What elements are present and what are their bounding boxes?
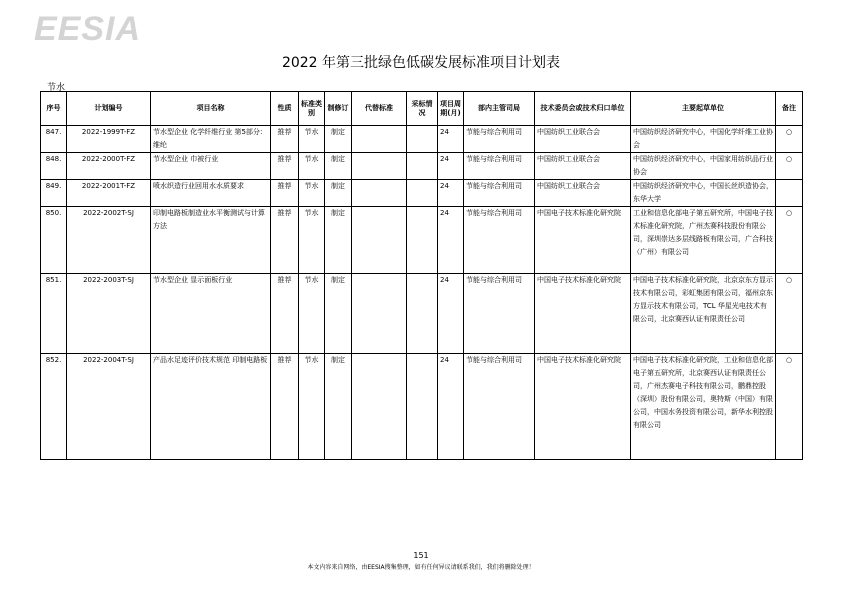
cell-replace <box>352 207 407 274</box>
cell-nature: 推荐 <box>271 207 299 274</box>
cell-adopt <box>407 207 438 274</box>
header-code: 计划编号 <box>67 92 151 126</box>
cell-remark: ○ <box>776 153 803 180</box>
cell-name: 产品水足迹评价技术规范 印制电路板 <box>151 354 271 460</box>
cell-category: 节水 <box>299 274 325 354</box>
cell-no: 851. <box>41 274 67 354</box>
cell-nature: 推荐 <box>271 126 299 153</box>
page-number: 151 <box>413 551 429 560</box>
footer-note: 本文内容来自网络，由EESIA搜集整理，如有任何异议请联系我们，我们将删除处理！ <box>307 564 535 571</box>
header-remark: 备注 <box>776 92 803 126</box>
cell-remark: ○ <box>776 274 803 354</box>
standards-plan-table <box>40 91 803 460</box>
cell-remark: ○ <box>776 126 803 153</box>
cell-replace <box>352 354 407 460</box>
cell-category: 节水 <box>299 180 325 207</box>
table-row <box>41 180 803 207</box>
cell-revise: 制定 <box>325 153 352 180</box>
cell-name: 节水型企业 巾被行业 <box>151 153 271 180</box>
cell-committee: 中国电子技术标准化研究院 <box>535 207 631 274</box>
cell-name: 节水型企业 化学纤维行业 第5部分：维纶 <box>151 126 271 153</box>
cell-name: 印制电路板制造业水平衡测试与计算方法 <box>151 207 271 274</box>
header-no: 序号 <box>41 92 67 126</box>
cell-code: 2022-2002T-SJ <box>67 207 151 274</box>
cell-cycle: 24 <box>438 207 464 274</box>
cell-no: 847. <box>41 126 67 153</box>
cell-cycle: 24 <box>438 274 464 354</box>
cell-drafters: 工业和信息化部电子第五研究所，中国电子技术标准化研究院，广州杰赛科技股份有限公司，深圳崇达多层线路板有限公司，广合科技（广州）有限公司 <box>631 207 776 274</box>
header-category: 标准类别 <box>299 92 325 126</box>
cell-cycle: 24 <box>438 153 464 180</box>
cell-adopt <box>407 153 438 180</box>
cell-no: 849. <box>41 180 67 207</box>
cell-dept: 节能与综合利用司 <box>464 180 535 207</box>
cell-committee: 中国纺织工业联合会 <box>535 126 631 153</box>
cell-dept: 节能与综合利用司 <box>464 354 535 460</box>
cell-replace <box>352 126 407 153</box>
header-dept: 部内主管司局 <box>464 92 535 126</box>
cell-category: 节水 <box>299 207 325 274</box>
header-nature: 性质 <box>271 92 299 126</box>
cell-category: 节水 <box>299 153 325 180</box>
cell-name: 喷水织造行业回用水水质要求 <box>151 180 271 207</box>
cell-remark: ○ <box>776 207 803 274</box>
header-name: 项目名称 <box>151 92 271 126</box>
cell-committee: 中国纺织工业联合会 <box>535 153 631 180</box>
cell-dept: 节能与综合利用司 <box>464 126 535 153</box>
cell-dept: 节能与综合利用司 <box>464 207 535 274</box>
cell-name: 节水型企业 显示面板行业 <box>151 274 271 354</box>
cell-revise: 制定 <box>325 126 352 153</box>
cell-replace <box>352 153 407 180</box>
header-revise: 制修订 <box>325 92 352 126</box>
table-row <box>41 274 803 354</box>
cell-code: 2022-1999T-FZ <box>67 126 151 153</box>
cell-cycle: 24 <box>438 126 464 153</box>
cell-code: 2022-2000T-FZ <box>67 153 151 180</box>
cell-category: 节水 <box>299 354 325 460</box>
cell-cycle: 24 <box>438 180 464 207</box>
cell-dept: 节能与综合利用司 <box>464 274 535 354</box>
cell-dept: 节能与综合利用司 <box>464 153 535 180</box>
page-title: 2022 年第三批绿色低碳发展标准项目计划表 <box>281 55 561 71</box>
table-row <box>41 354 803 460</box>
cell-code: 2022-2004T-SJ <box>67 354 151 460</box>
cell-nature: 推荐 <box>271 354 299 460</box>
cell-adopt <box>407 180 438 207</box>
header-committee: 技术委员会或技术归口单位 <box>535 92 631 126</box>
cell-adopt <box>407 126 438 153</box>
eesia-watermark: EESIA <box>34 10 142 48</box>
table-row <box>41 126 803 153</box>
cell-cycle: 24 <box>438 354 464 460</box>
cell-drafters: 中国纺织经济研究中心，中国长丝织造协会，东华大学 <box>631 180 776 207</box>
cell-committee: 中国纺织工业联合会 <box>535 180 631 207</box>
cell-code: 2022-2003T-SJ <box>67 274 151 354</box>
cell-adopt <box>407 274 438 354</box>
cell-drafters: 中国电子技术标准化研究院，北京京东方显示技术有限公司，彩虹集团有限公司，福州京东方显示技术有限公司，TCL 华星光电技术有限公司，北京赛西认证有限责任公司 <box>631 274 776 354</box>
cell-remark <box>776 180 803 207</box>
cell-code: 2022-2001T-FZ <box>67 180 151 207</box>
header-cycle: 项目周期(月) <box>438 92 464 126</box>
cell-revise: 制定 <box>325 354 352 460</box>
header-drafters: 主要起草单位 <box>631 92 776 126</box>
header-adopt: 采标情况 <box>407 92 438 126</box>
cell-nature: 推荐 <box>271 180 299 207</box>
cell-remark: ○ <box>776 354 803 460</box>
header-replace: 代替标准 <box>352 92 407 126</box>
table-row <box>41 153 803 180</box>
cell-no: 848. <box>41 153 67 180</box>
section-label: 节水 <box>47 83 66 93</box>
cell-replace <box>352 274 407 354</box>
cell-no: 850. <box>41 207 67 274</box>
cell-nature: 推荐 <box>271 274 299 354</box>
cell-drafters: 中国纺织经济研究中心，中国家用纺织品行业协会 <box>631 153 776 180</box>
cell-revise: 制定 <box>325 207 352 274</box>
cell-revise: 制定 <box>325 274 352 354</box>
cell-nature: 推荐 <box>271 153 299 180</box>
cell-drafters: 中国纺织经济研究中心，中国化学纤维工业协会 <box>631 126 776 153</box>
cell-adopt <box>407 354 438 460</box>
cell-revise: 制定 <box>325 180 352 207</box>
cell-committee: 中国电子技术标准化研究院 <box>535 354 631 460</box>
table-header-row <box>41 92 803 126</box>
cell-drafters: 中国电子技术标准化研究院，工业和信息化部电子第五研究所，北京赛西认证有限责任公司，广州杰赛电子科技有限公司，鹏鼎控股（深圳）股份有限公司，奥特斯（中国）有限公司，中国水务投资有限公司，新华水利控股有限公司 <box>631 354 776 460</box>
cell-no: 852. <box>41 354 67 460</box>
cell-replace <box>352 180 407 207</box>
cell-committee: 中国电子技术标准化研究院 <box>535 274 631 354</box>
table-row <box>41 207 803 274</box>
cell-category: 节水 <box>299 126 325 153</box>
